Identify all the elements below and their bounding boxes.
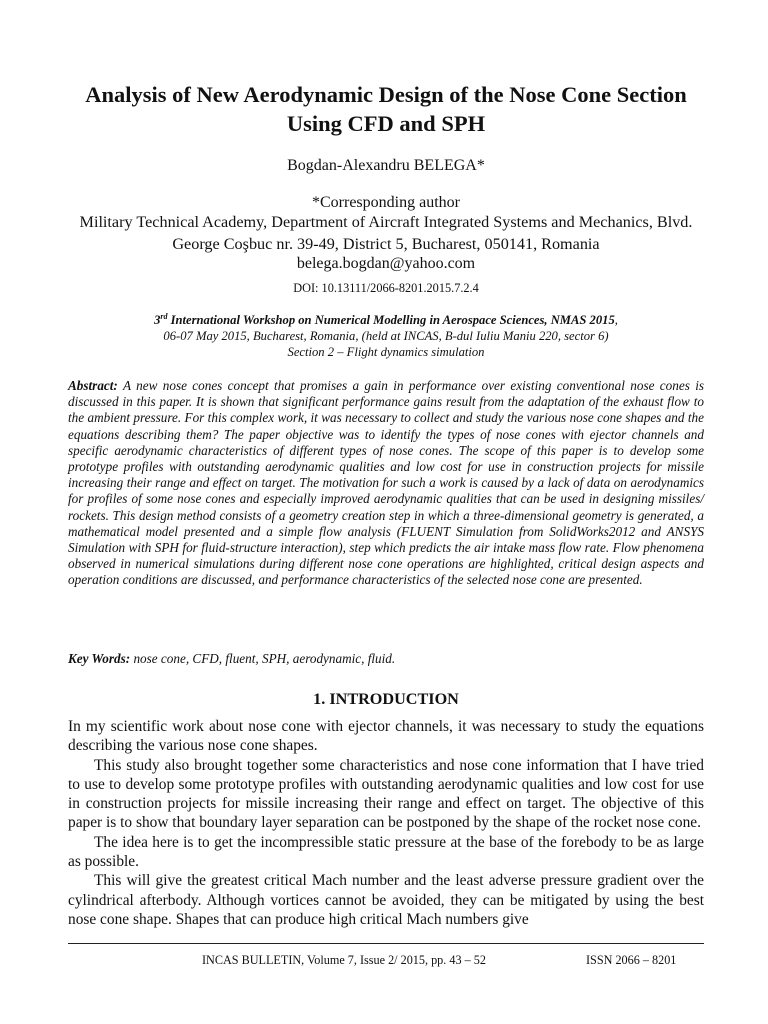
paper-title: Analysis of New Aerodynamic Design of the Nose Cone Section Using CFD and SPH — [85, 82, 687, 136]
keywords — [68, 651, 704, 667]
abstract-label: Abstract: — [68, 378, 118, 393]
section-heading: 1. INTRODUCTION — [313, 690, 459, 708]
paragraph: This will give the greatest critical Mach number and the least adverse pressure gradient over the cylindrical afterbody. Although vortices cannot be avoided, they can be mitigated by using the best nose cone shape. Shapes that can produce high critical Mach numbers give — [68, 872, 704, 928]
conference-ordinal-suffix: rd — [160, 311, 168, 321]
paragraph: The idea here is to get the incompressible static pressure at the base of the forebody to be as large as possible. — [68, 833, 704, 871]
doi: DOI: 10.13111/2066-8201.2015.7.2.4 — [293, 281, 479, 295]
conference-name: International Workshop on Numerical Modelling in Aerospace Sciences, NMAS 2015 — [167, 313, 615, 327]
affiliation: Military Technical Academy, Department of Aircraft Integrated Systems and Mechanics, Blvd. George Coşbuc nr. 39-49, District 5, Bucharest, 050141, Romania — [79, 213, 693, 253]
footer-divider — [68, 943, 704, 944]
conference-name-end: , — [614, 313, 618, 327]
corresponding-note: *Corresponding author — [312, 194, 460, 211]
conference-line-1 — [68, 312, 704, 328]
conference-line-3: Section 2 – Flight dynamics simulation — [287, 345, 485, 359]
author-name: Bogdan-Alexandru BELEGA* — [287, 157, 485, 174]
conference-line-2: 06-07 May 2015, Bucharest, Romania, (held at INCAS, B-dul Iuliu Maniu 220, sector 6) — [163, 329, 609, 343]
paragraph: This study also brought together some characteristics and nose cone information that I have tried to use to develop some prototype profiles with outstanding aerodynamic qualities and low cost for use in construction projects for missile increasing their range and effect on target. The objective of this paper is to show that boundary layer separation can be postponed by the shape of the rocket nose cone. — [68, 756, 704, 832]
footer-issn: ISSN 2066 – 8201 — [586, 953, 677, 967]
abstract-text: A new nose cones concept that promises a gain in performance over existing conventional nose cones is discussed in this paper. It is shown that significant performance gains result from the adaptation of the exhaust flow to the ambient pressure. For this complex work, it was necessary to collect and study the various nose cone shapes and the equations describing them? The paper objective was to identify the types of nose cones with ejector channels and specific aerodynamic characteristics of different types of nose cones. The scope of this paper is to develop some prototype profiles with outstanding aerodynamic qualities and low cost for use in construction projects for missile increasing their range and effect on target. The motivation for such a work is caused by a lack of data on aerodynamics for profiles of some nose cones and especially improved aerodynamic qualities that can be used in designing missiles/ rockets. This design method consists of a geometry creation step in which a three-dimensional geometry is generated, a mathematical model presented and a simple flow analysis (FLUENT Simulation from SolidWorks2012 and ANSYS Simulation with SPH for fluid-structure interaction), step which predicts the air intake mass flow rate. Flow phenomena observed in numerical simulations during different nose cone operations are highlighted, critical design aspects and operation conditions are discussed, and performance characteristics of the selected nose cone are presented. — [68, 378, 704, 588]
paragraph: In my scientific work about nose cone with ejector channels, it was necessary to study the equations describing the various nose cone shapes. — [68, 718, 704, 755]
keywords-label: Key Words: — [68, 651, 131, 666]
abstract — [68, 378, 704, 589]
keywords-text: nose cone, CFD, fluent, SPH, aerodynamic, fluid. — [130, 651, 396, 666]
footer-journal: INCAS BULLETIN, Volume 7, Issue 2/ 2015, pp. 43 – 52 — [202, 953, 486, 967]
introduction-body — [68, 717, 704, 929]
conference-ordinal: 3 — [154, 313, 161, 327]
conference-info — [68, 312, 704, 360]
author-email: belega.bogdan@yahoo.com — [296, 255, 476, 272]
